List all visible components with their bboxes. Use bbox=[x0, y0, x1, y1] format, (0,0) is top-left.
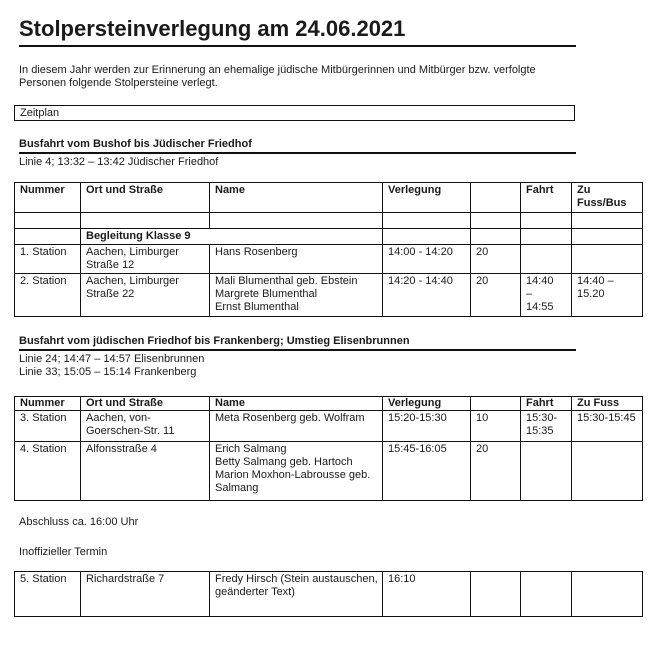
schedule-table-1 bbox=[14, 182, 643, 317]
table-row bbox=[15, 572, 643, 617]
header-verlegung: Verlegung bbox=[383, 183, 471, 213]
cell-fahrt bbox=[521, 572, 572, 617]
cell-name: Hans Rosenberg bbox=[210, 245, 383, 274]
cell-verlegung: 15:45-16:05 bbox=[383, 442, 471, 501]
header-ort: Ort und Straße bbox=[81, 183, 210, 213]
cell-ort: Aachen, Limburger Straße 12 bbox=[81, 245, 210, 274]
cell-zu-fuss bbox=[572, 572, 643, 617]
cell-nummer: 3. Station bbox=[15, 411, 81, 442]
cell-fahrt: 14:40 – 14:55 bbox=[521, 274, 572, 317]
header-empty bbox=[471, 397, 521, 411]
table-row-group bbox=[15, 229, 643, 245]
header-nummer: Nummer bbox=[15, 183, 81, 213]
section1-subline: Linie 4; 13:32 – 13:42 Jüdischer Friedhof bbox=[19, 156, 219, 168]
table-header-row bbox=[15, 183, 643, 213]
cell-fahrt bbox=[521, 245, 572, 274]
schedule-table-2 bbox=[14, 396, 643, 501]
header-ort: Ort und Straße bbox=[81, 397, 210, 411]
schedule-table-3 bbox=[14, 571, 643, 617]
section2-subline-1: Linie 24; 14:47 – 14:57 Elisenbrunnen bbox=[19, 353, 205, 365]
section2-heading: Busfahrt vom jüdischen Friedhof bis Frankenberg; Umstieg Elisenbrunnen bbox=[19, 335, 576, 351]
cell-name: Meta Rosenberg geb. Wolfram bbox=[210, 411, 383, 442]
zeitplan-box: Zeitplan bbox=[14, 105, 575, 121]
table-header-row bbox=[15, 397, 643, 411]
cell-name: Mali Blumenthal geb. Ebstein Margrete Blumenthal Ernst Blumenthal bbox=[210, 274, 383, 317]
cell-nummer: 1. Station bbox=[15, 245, 81, 274]
cell-verlegung: 16:10 bbox=[383, 572, 471, 617]
cell-minutes: 20 bbox=[471, 442, 521, 501]
cell-zu-fuss bbox=[572, 442, 643, 501]
cell-zu-fuss: 14:40 – 15.20 bbox=[572, 274, 643, 317]
table-row bbox=[15, 411, 643, 442]
cell-ort: Aachen, von-Goerschen-Str. 11 bbox=[81, 411, 210, 442]
cell-minutes: 10 bbox=[471, 411, 521, 442]
table-row bbox=[15, 274, 643, 317]
cell-minutes: 20 bbox=[471, 274, 521, 317]
header-zu-fuss-bus: Zu Fuss/Bus bbox=[572, 183, 643, 213]
cell-fahrt: 15:30-15:35 bbox=[521, 411, 572, 442]
header-verlegung: Verlegung bbox=[383, 397, 471, 411]
header-name: Name bbox=[210, 183, 383, 213]
cell-nummer: 2. Station bbox=[15, 274, 81, 317]
cell-minutes bbox=[471, 572, 521, 617]
cell-ort: Richardstraße 7 bbox=[81, 572, 210, 617]
cell-zu-fuss bbox=[572, 245, 643, 274]
page-title: Stolpersteinverlegung am 24.06.2021 bbox=[19, 16, 576, 47]
section1-heading: Busfahrt vom Bushof bis Jüdischer Friedhof bbox=[19, 138, 576, 154]
cell-verlegung: 15:20-15:30 bbox=[383, 411, 471, 442]
header-fahrt: Fahrt bbox=[521, 183, 572, 213]
abschluss-text: Abschluss ca. 16:00 Uhr bbox=[19, 516, 139, 528]
cell-nummer: 4. Station bbox=[15, 442, 81, 501]
table-row-empty bbox=[15, 213, 643, 229]
cell-ort: Alfonsstraße 4 bbox=[81, 442, 210, 501]
header-empty bbox=[471, 183, 521, 213]
cell-name: Fredy Hirsch (Stein austauschen, geänderter Text) bbox=[210, 572, 383, 617]
table-row bbox=[15, 442, 643, 501]
section2-subline-2: Linie 33; 15:05 – 15:14 Frankenberg bbox=[19, 366, 197, 378]
group-label: Begleitung Klasse 9 bbox=[81, 229, 383, 245]
table-row bbox=[15, 245, 643, 274]
cell-name: Erich Salmang Betty Salmang geb. Hartoch Marion Moxhon-Labrousse geb. Salmang bbox=[210, 442, 383, 501]
inoffiziell-text: Inoffizieller Termin bbox=[19, 546, 108, 558]
header-nummer: Nummer bbox=[15, 397, 81, 411]
cell-verlegung: 14:00 - 14:20 bbox=[383, 245, 471, 274]
cell-verlegung: 14:20 - 14:40 bbox=[383, 274, 471, 317]
intro-text: In diesem Jahr werden zur Erinnerung an ehemalige jüdische Mitbürgerinnen und Mitbürger bzw. verfolgte Personen folgende Stolpersteine verlegt. bbox=[19, 64, 536, 89]
header-fahrt: Fahrt bbox=[521, 397, 572, 411]
cell-nummer: 5. Station bbox=[15, 572, 81, 617]
header-name: Name bbox=[210, 397, 383, 411]
header-zu-fuss: Zu Fuss bbox=[572, 397, 643, 411]
cell-zu-fuss: 15:30-15:45 bbox=[572, 411, 643, 442]
cell-minutes: 20 bbox=[471, 245, 521, 274]
cell-ort: Aachen, Limburger Straße 22 bbox=[81, 274, 210, 317]
cell-fahrt bbox=[521, 442, 572, 501]
